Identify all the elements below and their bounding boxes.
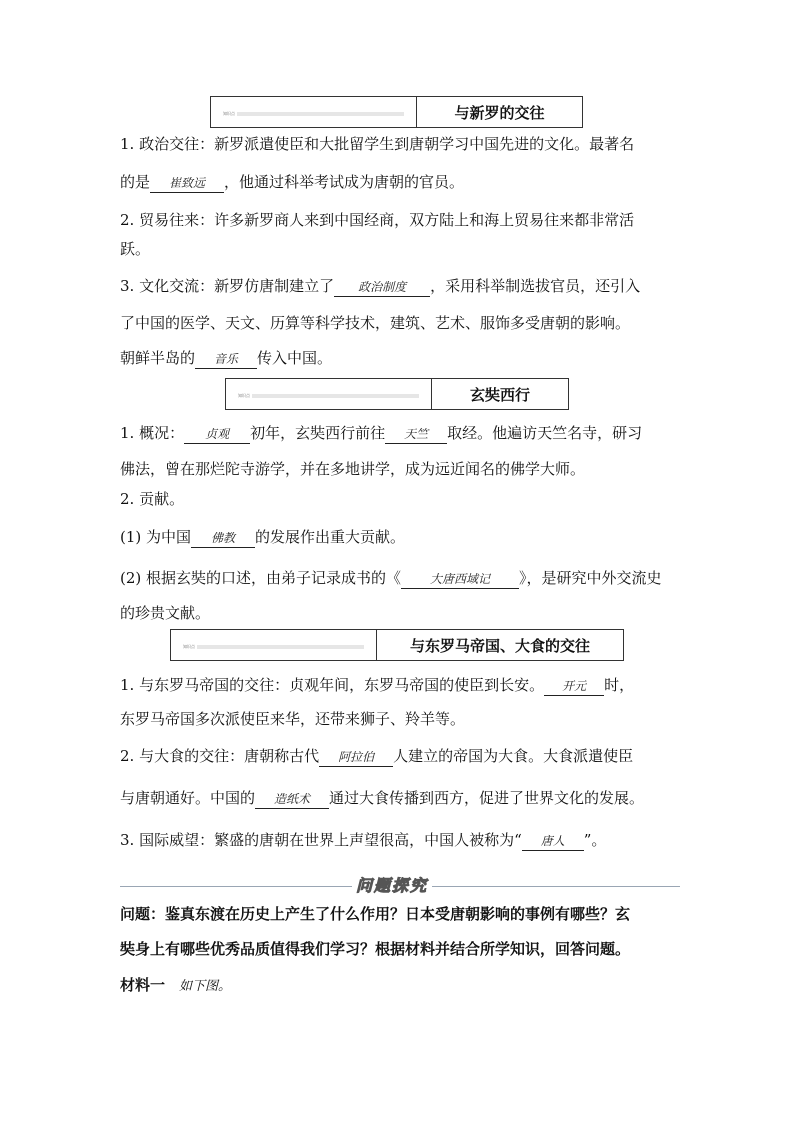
- paragraph: 了中国的医学、天文、历算等科学技术，建筑、艺术、服饰多受唐朝的影响。: [120, 314, 631, 332]
- question-text: 奘身上有哪些优秀品质值得我们学习？根据材料并结合所学知识，回答问题。: [120, 940, 631, 958]
- section-header-decoration: 知识点: [171, 630, 377, 660]
- paragraph: 朝鲜半岛的 音乐 传入中国。: [120, 349, 333, 367]
- paragraph: 东罗马帝国多次派使臣来华，还带来狮子、羚羊等。: [120, 710, 466, 728]
- section-title: 与新罗的交往: [454, 103, 545, 122]
- paragraph: 与唐朝通好。中国的 造纸术 通过大食传播到西方，促进了世界文化的发展。: [120, 789, 645, 807]
- answer-blank: 天竺: [385, 425, 447, 444]
- section-title: 玄奘西行: [469, 385, 530, 404]
- material-line: [120, 975, 231, 997]
- answer-blank: 阿拉伯: [319, 748, 393, 767]
- section-header-decoration: 知识点: [226, 379, 432, 409]
- paragraph: 跃。: [120, 240, 151, 258]
- paragraph: 2. 与大食的交往：唐朝称古代 阿拉伯 人建立的帝国为大食。大食派遣使臣: [120, 747, 634, 765]
- paragraph: 2. 贸易往来：许多新罗商人来到中国经商，双方陆上和海上贸易往来都非常活: [120, 211, 635, 229]
- answer-blank: 政治制度: [334, 278, 430, 297]
- paragraph: 1. 政治交往：新罗派遣使臣和大批留学生到唐朝学习中国先进的文化。最著名: [120, 135, 635, 153]
- answer-blank: 佛教: [191, 529, 255, 548]
- answer-blank: 开元: [544, 677, 604, 696]
- section-header-xuanzang: [225, 378, 569, 410]
- paragraph: 1. 与东罗马帝国的交往：贞观年间，东罗马帝国的使臣到长安。 开元 时，: [120, 676, 635, 694]
- paragraph: 的珍贵文献。: [120, 604, 211, 622]
- paragraph: 佛法，曾在那烂陀寺游学，并在多地讲学，成为远近闻名的佛学大师。: [120, 460, 586, 478]
- paragraph: 3. 国际威望：繁盛的唐朝在世界上声望很高，中国人被称为“ 唐人 ”。: [120, 831, 607, 849]
- section-title: 与东罗马帝国、大食的交往: [409, 636, 590, 655]
- material-label: 材料一: [120, 976, 166, 994]
- answer-blank: 崔致远: [150, 174, 224, 193]
- answer-blank: 贞观: [184, 425, 250, 444]
- answer-blank: 大唐西域记: [401, 570, 519, 589]
- question-text: 问题：鉴真东渡在历史上产生了什么作用？日本受唐朝影响的事例有哪些？玄: [120, 905, 631, 923]
- section-header-silla: [210, 96, 583, 128]
- paragraph: 的是 崔致远 ，他通过科举考试成为唐朝的官员。: [120, 173, 465, 191]
- paragraph: 1. 概况： 贞观 初年，玄奘西行前往 天竺 取经。他遍访天竺名寺，研习: [120, 424, 643, 442]
- answer-blank: 唐人: [522, 832, 584, 851]
- section-header-decoration: 知识点: [211, 97, 417, 127]
- section-header-rome-dashi: [170, 629, 624, 661]
- material-text: 如下图。: [179, 979, 232, 994]
- answer-blank: 造纸术: [255, 790, 329, 809]
- paragraph: (2) 根据玄奘的口述，由弟子记录成书的《 大唐西域记 》，是研究中外交流史: [120, 569, 662, 587]
- paragraph: 2. 贡献。: [120, 490, 185, 508]
- answer-blank: 音乐: [195, 350, 257, 369]
- probe-title: 问题探究: [352, 873, 432, 896]
- paragraph: (1) 为中国 佛教 的发展作出重大贡献。: [120, 528, 406, 546]
- paragraph: 3. 文化交流：新罗仿唐制建立了 政治制度 ，采用科举制选拔官员，还引入: [120, 277, 641, 295]
